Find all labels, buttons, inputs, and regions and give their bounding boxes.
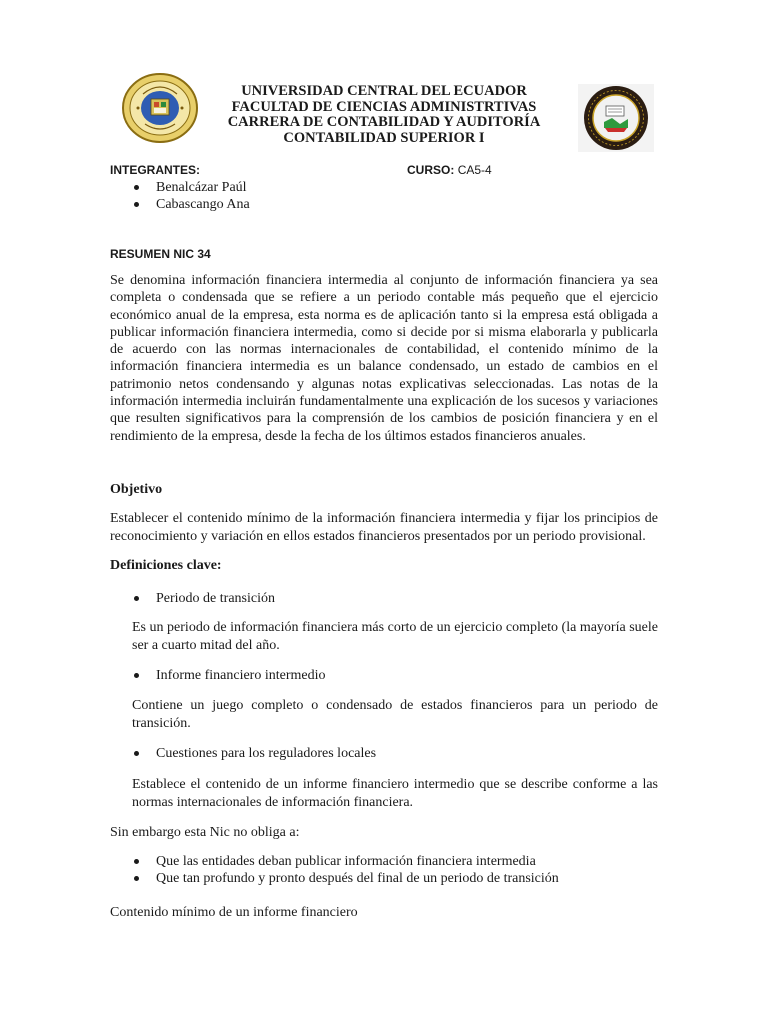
definition-term: Informe financiero intermedio bbox=[133, 667, 325, 684]
section-title-resumen: RESUMEN NIC 34 bbox=[110, 247, 211, 261]
integrantes-label: INTEGRANTES: bbox=[110, 163, 200, 177]
definition-term: Cuestiones para los reguladores locales bbox=[133, 745, 376, 762]
list-item: Que tan profundo y pronto después del final de un periodo de transición bbox=[133, 870, 559, 887]
definition-term-list bbox=[133, 667, 325, 684]
university-name: UNIVERSIDAD CENTRAL DEL ECUADOR bbox=[241, 83, 527, 99]
list-item: Que las entidades deban publicar información financiera intermedia bbox=[133, 853, 559, 870]
definition-text: Es un periodo de información financiera más corto de un ejercicio completo (la mayoría suele ser a cuarto mitad del año. bbox=[132, 620, 658, 653]
contenido-minimo-text: Contenido mínimo de un informe financiero bbox=[110, 905, 358, 920]
resumen-paragraph: Se denomina información financiera intermedia al conjunto de información financiera ya sea completa o condensada que se refiere a un periodo contable más pequeño que el ejercicio económico anual de la empresa, esta norma es de aplicación tanto si la empresa está obligada a publicar información financiera intermedia, como si decide por si misma elaborarla y publicarla de acuerdo con las normas internacionales de contabilidad, el contenido mínimo de la información financiera intermedia es un balance condensado, un estado de cambios en el patrimonio netos condensando y algunas notas explicativas seleccionadas. Las notas de la información intermedia incluirán fundamentalmente una explicación de los sucesos y variaciones que resulten significativos para la comprensión de los cambios de posición financiera y en el rendimiento de la empresa, desde la fecha de los últimos estados financieros anuales. bbox=[110, 273, 658, 444]
curso-info bbox=[407, 163, 492, 177]
curso-label: CURSO: bbox=[407, 163, 455, 177]
heading-objetivo: Objetivo bbox=[110, 482, 163, 497]
objetivo-paragraph: Establecer el contenido mínimo de la información financiera intermedia y fijar los principios de reconocimiento y variación en ellos estados financieros presentados por un periodo provisional. bbox=[110, 511, 658, 544]
course-name: CONTABILIDAD SUPERIOR I bbox=[283, 129, 485, 146]
definition-text: Contiene un juego completo o condensado de estados financieros para un periodo de transición. bbox=[132, 698, 658, 731]
curso-value: CA5-4 bbox=[457, 163, 492, 177]
list-item: Cabascango Ana bbox=[133, 196, 250, 213]
definition-term-list bbox=[133, 590, 275, 607]
faculty-seal-logo bbox=[578, 84, 654, 152]
faculty-name: FACULTAD DE CIENCIAS ADMINISTRTIVAS bbox=[231, 98, 537, 115]
list-item: Benalcázar Paúl bbox=[133, 179, 250, 196]
definition-term: Periodo de transición bbox=[133, 590, 275, 607]
career-name: CARRERA DE CONTABILIDAD Y AUDITORÍA bbox=[227, 114, 541, 130]
no-obliga-list bbox=[133, 853, 559, 887]
heading-definiciones: Definiciones clave: bbox=[110, 558, 222, 573]
members-list bbox=[133, 179, 250, 213]
no-obliga-intro: Sin embargo esta Nic no obliga a: bbox=[110, 825, 300, 840]
definition-term-list bbox=[133, 745, 376, 762]
document-header bbox=[200, 84, 568, 146]
definition-text: Establece el contenido de un informe financiero intermedio que se describe conforme a las normas internacionales de información financiera. bbox=[132, 777, 658, 810]
university-seal-logo bbox=[121, 72, 199, 144]
